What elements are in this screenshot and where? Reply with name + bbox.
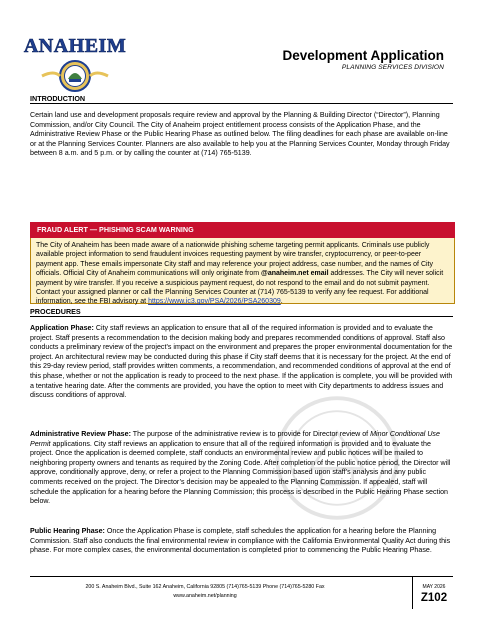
fraud-alert-text xyxy=(36,241,448,307)
procedures-heading xyxy=(30,307,81,316)
admin-review-paragraph xyxy=(30,430,453,507)
public-hearing-paragraph xyxy=(30,527,453,556)
public-hearing-text: Once the Application Phase is complete, staff schedules the application for a hearing before the Planning Commission. Staff also conducts the final environmental review in compliance with the California Environmental Quality Act during this phase. For more complex cases, the environmental documentation is completed prior to commencing the Public Hearing Phase. xyxy=(30,527,451,555)
admin-review-text: applications. City staff reviews an application to ensure that all of the required information is provided and to evaluate the project. Once the application is deemed complete, staff conducts an environmental review and public notices will be mailed to neighboring property owners and tenants as required by the Zoning Code. After completion of the public notice period, the Director will approve, conditionally approve, deny, or refer a project to the Planning Commission based upon staff’s analysis and any public comments received on the project. The Director’s decision may be appealed to the Planning Commission. If appealed, staff will schedule the application for a hearing before the Planning Commission; this process is described in the Public Hearing Phase section below. xyxy=(30,439,451,506)
document-subtitle: PLANNING SERVICES DIVISION xyxy=(341,64,444,71)
introduction-paragraph: Certain land use and development proposals require review and approval by the Planning & Building Director (“Director”), Planning Commission, and/or City Council. The City of Anaheim project entitlement process consists of the Application Phase, and the Administrative Review Phase or the Public Hearing Phase as outlined below. The filing deadlines for each phase are available on-line or at the Planning Services Counter. Planners are also available to help you at the Planning Services Counter, Monday through Friday between 8 a.m. and 5 p.m. or by calling the counter at (714) 765-5139. xyxy=(30,111,450,158)
fraud-alert-domain: @anaheim.net email xyxy=(261,270,329,278)
page-footer xyxy=(30,576,453,609)
document-title: Development Application xyxy=(282,48,444,63)
anaheim-logo xyxy=(23,30,127,100)
footer-address-block xyxy=(30,583,380,601)
form-code: Z102 xyxy=(420,592,448,604)
fraud-alert-text-part: . xyxy=(280,298,283,306)
introduction-heading xyxy=(30,94,85,103)
fraud-alert-text-part: addresses. The City will never solicit payment by wire transfer. If you receive a suspicious payment request, do not respond to the email and do not submit payment. Contact your assigned planner or call the Planning Services Counter at (714) 765-5139 to verify any fee request. For additional information, see the FBI advisory at xyxy=(36,270,444,306)
fraud-alert-title: FRAUD ALERT — PHISHING SCAM WARNING xyxy=(30,222,455,238)
heading-rule xyxy=(30,316,453,317)
fraud-alert-text-part: The City of Anaheim has been made aware of a nationwide phishing scheme targeting permit applicants. Criminals use publicly available project information to send fraudulent invoices requesting payment by wire transfer, cryptocurrency, or peer-to-peer payment app. These emails impersonate City staff and may reference your project address, case number, and the names of City officials. Official City of Anaheim communications will only originate from xyxy=(36,242,434,278)
admin-review-label: Administrative Review Phase: xyxy=(30,430,131,438)
admin-review-italic: Minor Conditional Use Permit xyxy=(30,430,440,448)
admin-review-text: The purpose of the administrative review is to provide for Director review of xyxy=(130,430,371,438)
heading-rule xyxy=(30,103,453,104)
footer-divider xyxy=(412,577,413,609)
footer-date: MAY 2026 xyxy=(422,584,446,590)
introduction-heading-text: INTRODUCTION xyxy=(30,94,86,103)
fbi-advisory-link[interactable]: https://www.ic3.gov/PSA/2026/PSA260309 xyxy=(148,298,281,306)
application-phase-label: Application Phase: xyxy=(30,324,94,332)
footer-website[interactable]: www.anaheim.net/planning xyxy=(173,593,237,599)
procedures-heading-text: PROCEDURES xyxy=(30,307,81,316)
application-phase-text: City staff reviews an application to ensure that all of the required information is provided and to evaluate the project. Staff presents a recommendation to the decision making body and prepares recommended conditions of approval. Staff also conducts a preliminary review of the project’s impact on the environment and prepares the proper environmental documentation for the project. An architectural review may be conducted during this phase if City staff deems that it is necessary for the project. At the end of this 29-day review period, staff provides written comments, a recommendation, and recommended conditions of approval at the end of this phase, whether or not the application is ready to proceed to the next phase. If the application is complete, you will be provided with a tentative hearing date. After the comments are provided, you have the option to meet with City departments to address issues and discuss conditions of approval. xyxy=(30,324,453,400)
footer-address: 200 S. Anaheim Blvd., Suite 162 Anaheim, California 92805 (714)765-5139 Phone (714)765-5280 Fax xyxy=(85,584,325,590)
public-hearing-label: Public Hearing Phase: xyxy=(30,527,105,535)
application-phase-paragraph xyxy=(30,324,453,401)
svg-text:ANAHEIM: ANAHEIM xyxy=(23,35,127,57)
